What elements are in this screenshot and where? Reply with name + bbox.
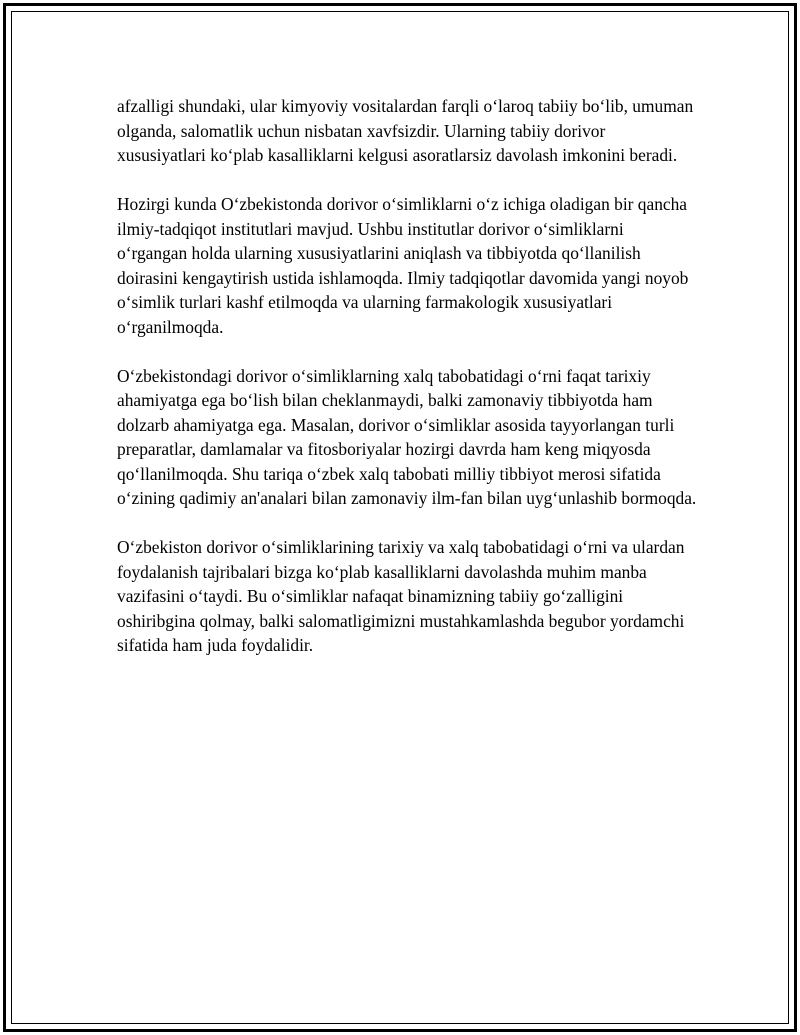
document-body — [117, 94, 697, 682]
paragraph-2: Hozirgi kunda O‘zbekistonda dorivor o‘simliklarni o‘z ichiga oladigan bir qancha ilmiy-tadqiqot institutlari mavjud. Ushbu institutlar dorivor o‘simliklarni o‘rgangan holda ularning xususiyatlarini aniqlash va tibbiyotda qo‘llanilish doirasini kengaytirish ustida ishlamoqda. Ilmiy tadqiqotlar davomida yangi noyob o‘simlik turlari kashf etilmoqda va ularning farmakologik xususiyatlari o‘rganilmoqda. — [117, 194, 689, 337]
paragraph-1: afzalligi shundaki, ular kimyoviy vositalardan farqli o‘laroq tabiiy bo‘lib, umuman olganda, salomatlik uchun nisbatan xavfsizdir. Ularning tabiiy dorivor xususiyatlari ko‘plab kasalliklarni kelgusi asoratlarsiz davolash imkonini beradi. — [117, 96, 694, 165]
paragraph-4: O‘zbekiston dorivor o‘simliklarining tarixiy va xalq tabobatidagi o‘rni va ulardan foydalanish tajribalari bizga ko‘plab kasalliklarni davolashda muhim manba vazifasini o‘taydi. Bu o‘simliklar nafaqat binamizning tabiiy go‘zalligini oshiribgina qolmay, balki salomatligimizni mustahkamlashda begubor yordamchi sifatida ham juda foydalidir. — [117, 537, 685, 655]
paragraph-3: O‘zbekistondagi dorivor o‘simliklarning xalq tabobatidagi o‘rni faqat tarixiy ahamiyatga ega bo‘lish bilan cheklanmaydi, balki zamonaviy tibbiyotda ham dolzarb ahamiyatga ega. Masalan, dorivor o‘simliklar asosida tayyorlangan turli preparatlar, damlamalar va fitosboriyalar hozirgi davrda ham keng miqyosda qo‘llanilmoqda. Shu tariqa o‘zbek xalq tabobati milliy tibbiyot merosi sifatida o‘zining qadimiy an'analari bilan zamonaviy ilm-fan bilan uyg‘unlashib bormoqda. — [117, 365, 697, 508]
